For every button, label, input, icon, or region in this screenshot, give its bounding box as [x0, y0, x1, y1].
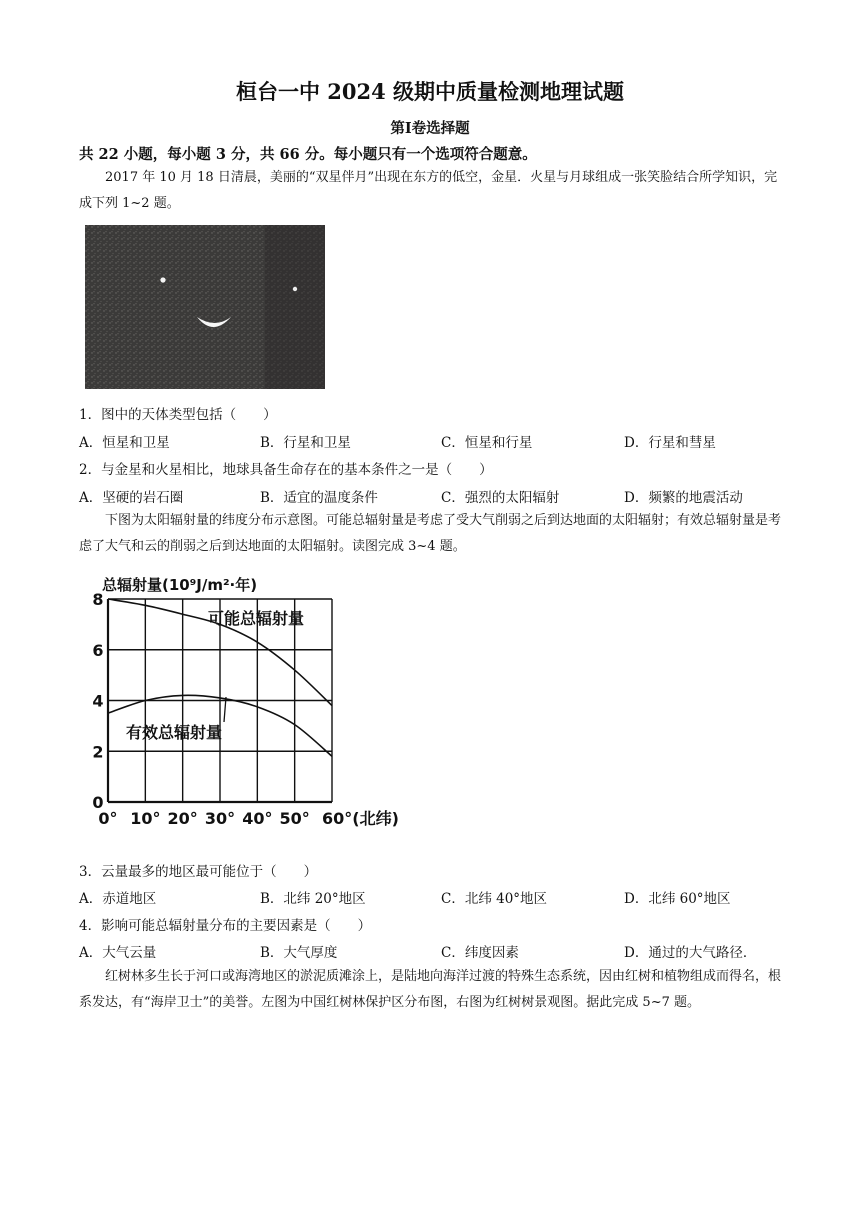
q3-option-b[interactable]: B．北纬 20°地区: [260, 891, 366, 907]
question-4: 4．影响可能总辐射量分布的主要因素是（ ）: [79, 918, 372, 934]
q2-option-c[interactable]: C．强烈的太阳辐射: [441, 490, 560, 506]
x-tick-label: 10°: [130, 809, 161, 828]
q3-option-a[interactable]: A．赤道地区: [79, 891, 157, 907]
y-tick-label: 8: [92, 590, 104, 609]
q2-option-a[interactable]: A．坚硬的岩石圈: [79, 490, 184, 506]
q1-option-b[interactable]: B．行星和卫星: [260, 435, 351, 451]
q4-option-c[interactable]: C．纬度因素: [441, 945, 519, 961]
series-label-effective: 有效总辐射量: [126, 723, 223, 742]
q1-option-d[interactable]: D．行星和彗星: [624, 435, 716, 451]
passage-3: 红树林多生长于河口或海湾地区的淤泥质滩涂上，是陆地向海洋过渡的特殊生态系统，因由红树和植物组成而得名，根系发达，有“海岸卫士”的美誉。左图为中国红树林保护区分布图，右图为红树树景观图。据此完成 5~7 题。: [79, 969, 782, 1010]
y-tick-label: 2: [92, 742, 104, 762]
x-tick-label: 30°: [204, 809, 236, 828]
smiley-sky-photo: [85, 225, 325, 389]
venus-dot: [160, 277, 165, 282]
instructions: 共 22 小题，每小题 3 分，共 66 分。每小题只有一个选项符合题意。: [79, 146, 537, 163]
question-1: 1．图中的天体类型包括（ ）: [79, 407, 277, 423]
x-tick-label: 0°: [98, 809, 118, 828]
x-tick-label: 50°: [279, 809, 310, 828]
y-tick-label: 6: [92, 640, 104, 660]
passage-2: 下图为太阳辐射量的纬度分布示意图。可能总辐射量是考虑了受大气削弱之后到达地面的太阳辐射；有效总辐射量是考虑了大气和云的削弱之后到达地面的太阳辐射。读图完成 3~4 题。: [79, 513, 782, 554]
y-tick-label: 0: [92, 793, 104, 812]
exam-title: 桓台一中 2024 级期中质量检测地理试题: [235, 79, 625, 104]
q1-option-a[interactable]: A．恒星和卫星: [79, 435, 170, 451]
question-2: 2．与金星和火星相比，地球具备生命存在的基本条件之一是（ ）: [79, 462, 493, 478]
mars-dot: [293, 287, 297, 291]
q3-option-c[interactable]: C．北纬 40°地区: [441, 891, 548, 907]
chart-title: 总辐射量(10⁹J/m²·年): [102, 576, 258, 594]
q4-option-d[interactable]: D．通过的大气路径．: [624, 945, 757, 961]
q2-option-d[interactable]: D．频繁的地震活动: [624, 490, 743, 506]
section-title: 第Ⅰ卷选择题: [390, 120, 470, 137]
y-tick-label: 4: [92, 691, 104, 711]
x-tick-label: 60°(北纬): [322, 809, 399, 828]
question-3: 3．云量最多的地区最可能位于（ ）: [79, 864, 318, 880]
q4-option-a[interactable]: A．大气云量: [79, 945, 157, 961]
q4-option-b[interactable]: B．大气厚度: [260, 945, 338, 961]
radiation-latitude-chart: [86, 572, 416, 834]
series-label-possible: 可能总辐射量: [208, 609, 305, 628]
q3-option-d[interactable]: D．北纬 60°地区: [624, 891, 731, 907]
q1-option-c[interactable]: C．恒星和行星: [441, 435, 533, 451]
passage-1: 2017 年 10 月 18 日清晨，美丽的“双星伴月”出现在东方的低空，金星．火星与月球组成一张笑脸结合所学知识，完成下列 1~2 题。: [79, 170, 778, 211]
q2-option-b[interactable]: B．适宜的温度条件: [260, 490, 378, 506]
x-tick-label: 40°: [242, 809, 273, 828]
x-tick-label: 20°: [167, 809, 198, 828]
